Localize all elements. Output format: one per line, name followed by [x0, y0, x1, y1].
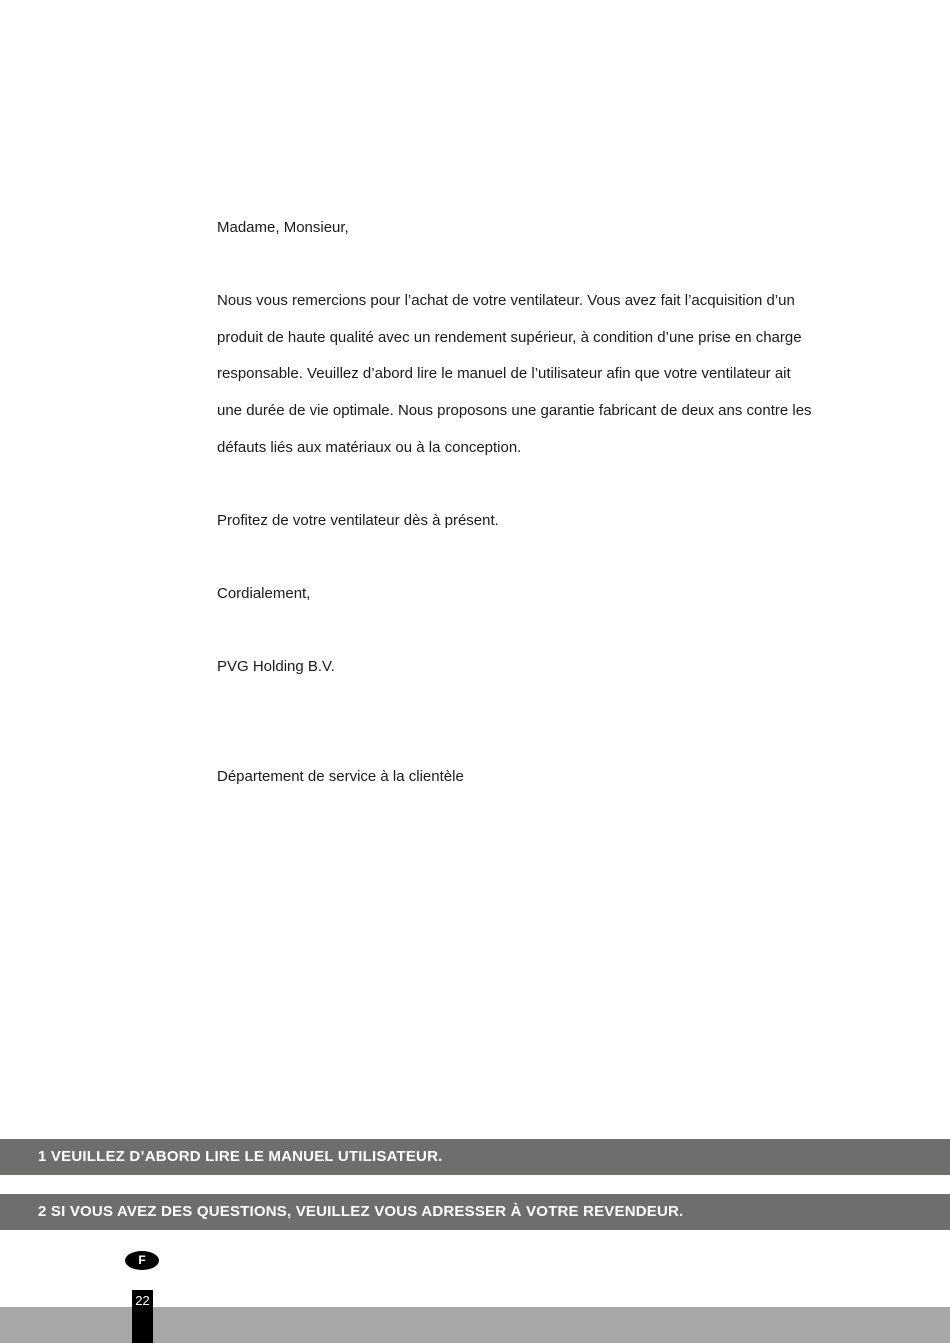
- instruction-band-1: 1 VEUILLEZ D’ABORD LIRE LE MANUEL UTILISATEUR.: [0, 1139, 950, 1175]
- body-line: défauts liés aux matériaux ou à la conception.: [217, 438, 522, 456]
- instruction-band-2: 2 SI VOUS AVEZ DES QUESTIONS, VEUILLEZ VOUS ADRESSER À VOTRE REVENDEUR.: [0, 1194, 950, 1230]
- company-name: PVG Holding B.V.: [217, 658, 335, 676]
- language-badge: F: [125, 1251, 159, 1270]
- page-number: 22: [132, 1290, 153, 1343]
- closing: Cordialement,: [217, 584, 311, 602]
- letter: [217, 210, 867, 795]
- body-line: une durée de vie optimale. Nous proposons une garantie fabricant de deux ans contre les: [217, 401, 812, 419]
- body-line: responsable. Veuillez d’abord lire le manuel de l’utilisateur afin que votre ventilateur ait: [217, 365, 791, 383]
- department-signature: Département de service à la clientèle: [217, 767, 464, 785]
- body-line: Nous vous remercions pour l’achat de votre ventilateur. Vous avez fait l’acquisition d’un: [217, 292, 795, 310]
- letter-body: [217, 283, 867, 466]
- body-line: produit de haute qualité avec un rendement supérieur, à condition d’une prise en charge: [217, 328, 802, 346]
- enjoy-line: Profitez de votre ventilateur dès à présent.: [217, 511, 499, 529]
- salutation: Madame, Monsieur,: [217, 219, 349, 236]
